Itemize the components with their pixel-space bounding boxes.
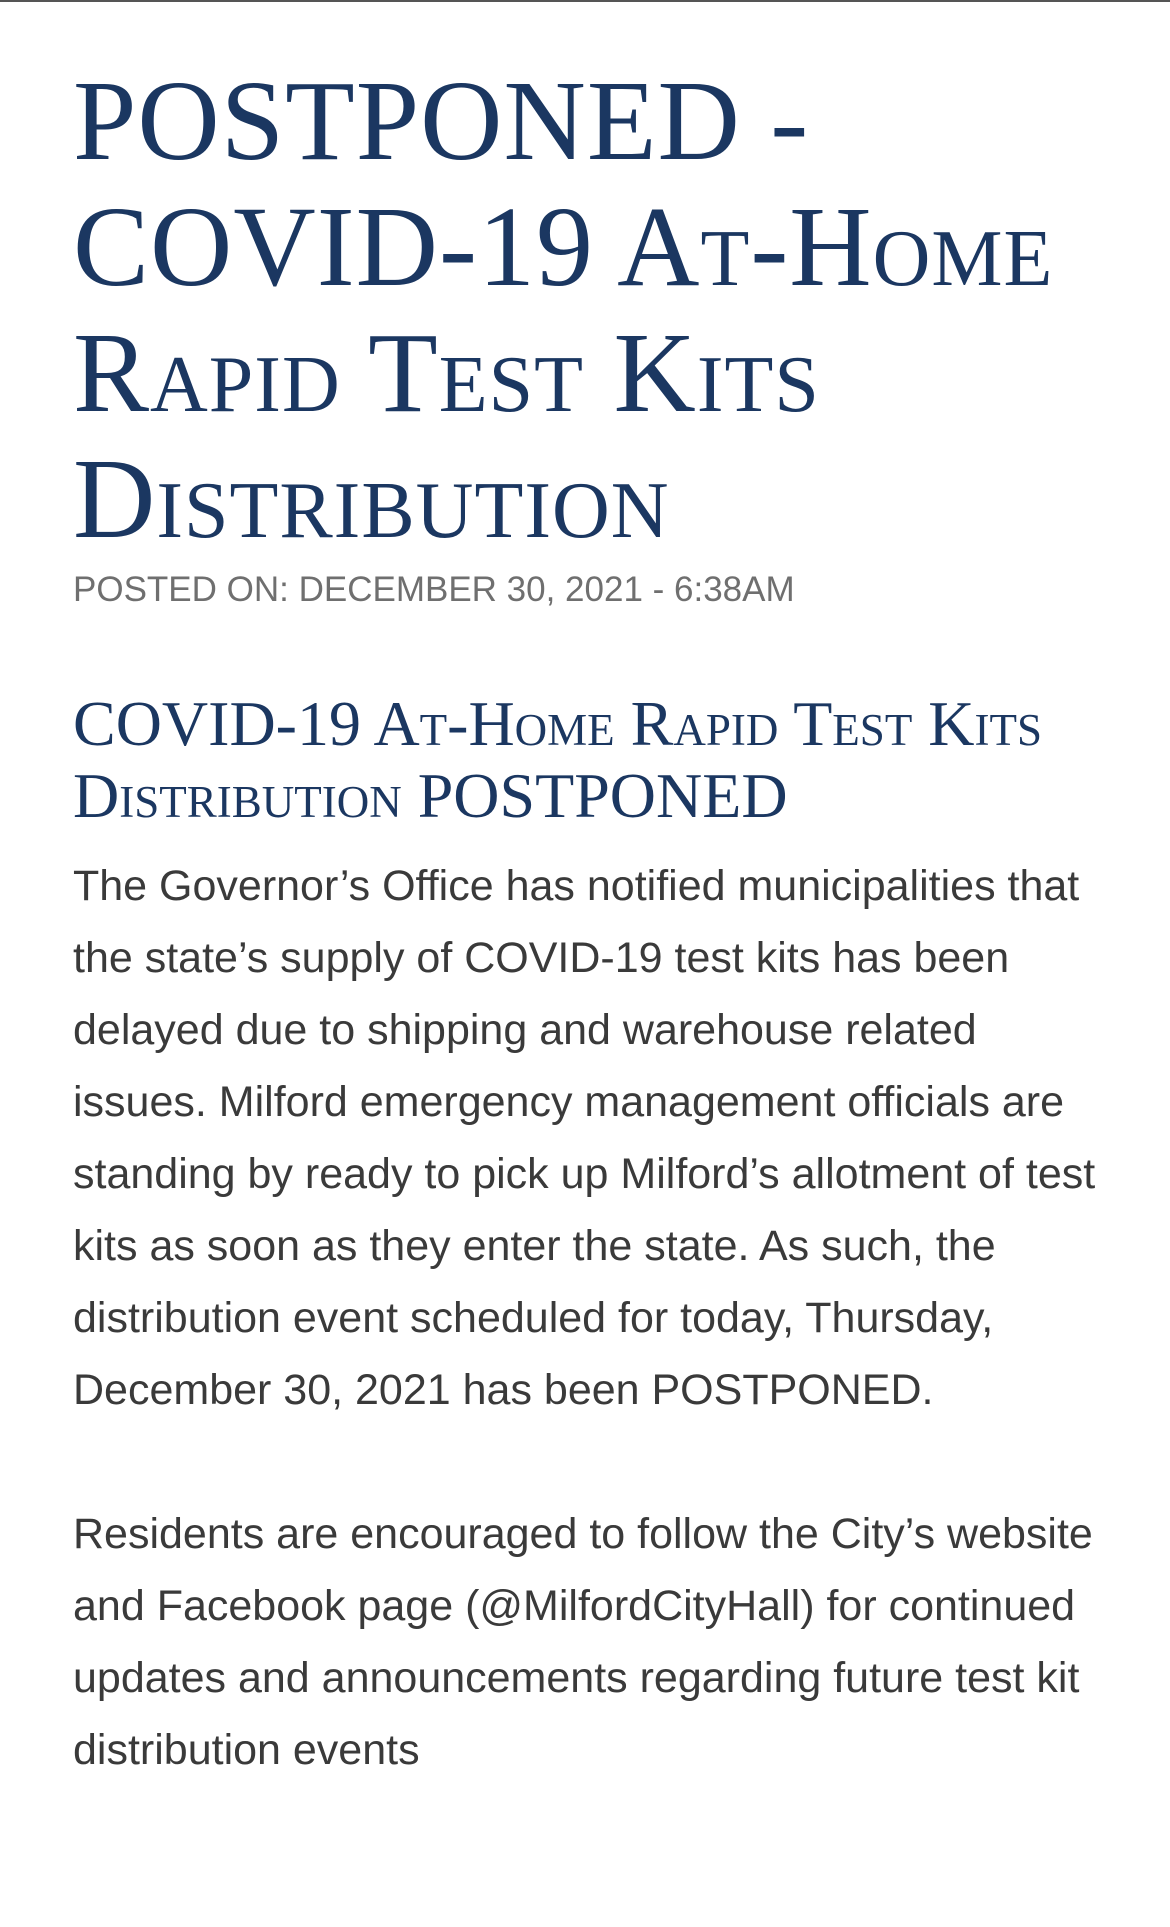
page-title: POSTPONED - COVID-19 At-Home Rapid Test Kits Distribution [73,57,1054,562]
posted-date: POSTED ON: DECEMBER 30, 2021 - 6:38AM [73,570,795,609]
body-paragraph-2: Residents are encouraged to follow the City’s website and Facebook page (@MilfordCityHall) for continued updates and announcements regarding future test kit distribution events [73,1510,1093,1774]
body-paragraph-1: The Governor’s Office has notified municipalities that the state’s supply of COVID-19 test kits has been delayed due to shipping and warehouse related issues. Milford emergency management officials are standing by ready to pick up Milford’s allotment of test kits as soon as they enter the state. As such, the distribution event scheduled for today, Thursday, December 30, 2021 has been POSTPONED. [73,862,1096,1414]
top-divider [0,0,1170,2]
article [73,58,1113,1786]
section-heading: COVID-19 At-Home Rapid Test Kits Distribution POSTPONED [73,688,1043,831]
